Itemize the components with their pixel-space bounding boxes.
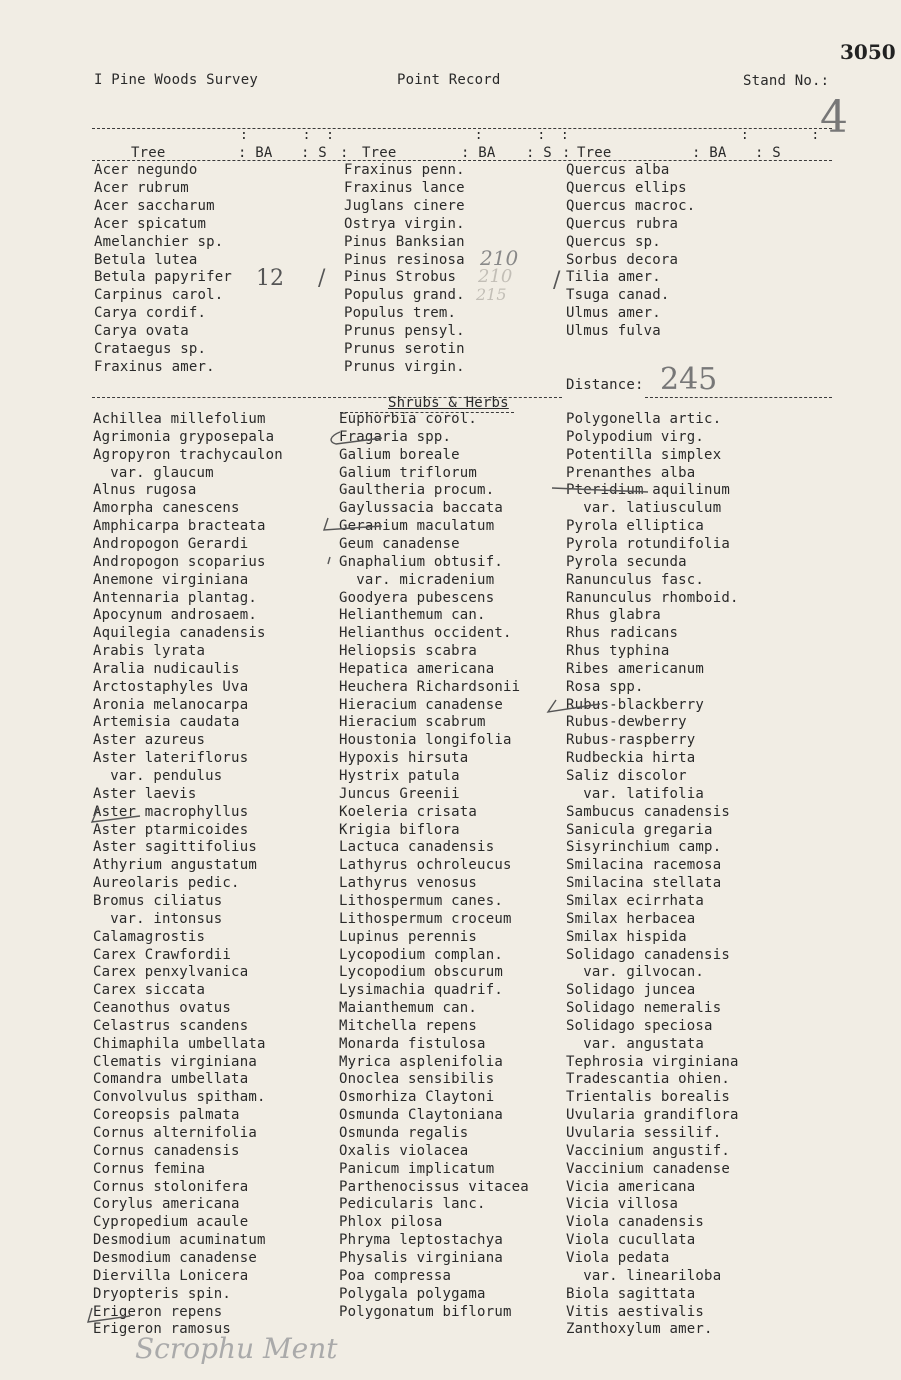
species-entry: Rhus typhina (566, 643, 670, 660)
col-header-ba-1: : BA (238, 145, 273, 161)
species-entry: Erigeron repens (93, 1303, 223, 1320)
species-entry: Quercus alba (566, 162, 670, 178)
sheet-number: 3050 (840, 40, 896, 64)
species-entry: Cornus canadensis (93, 1142, 240, 1159)
species-entry: Artemisia caudata (93, 714, 240, 731)
species-entry: Arctostaphyles Uva (93, 678, 249, 695)
species-entry: Krigia biflora (339, 821, 460, 838)
species-entry: Vaccinium angustif. (566, 1142, 730, 1159)
col-header-tree-2: Tree (362, 145, 397, 161)
species-entry: Agropyron trachycaulon (93, 446, 283, 463)
species-entry: Acer saccharum (94, 197, 215, 214)
species-entry: Calamagrostis (93, 928, 206, 945)
species-entry: Osmunda regalis (339, 1125, 469, 1141)
species-entry: Rubus-dewberry (566, 714, 687, 731)
species-entry: Aronia melanocarpa (93, 696, 249, 713)
species-entry: Diervilla Lonicera (93, 1267, 249, 1284)
species-entry: Phryma leptostachya (339, 1232, 503, 1249)
species-entry: Polygala polygama (339, 1285, 486, 1302)
species-entry: var. lineariloba (566, 1267, 722, 1284)
species-entry: Prunus serotin (344, 341, 465, 357)
species-entry: Populus grand. (344, 287, 465, 304)
col-header-sep-2: : (562, 145, 571, 161)
species-entry: Celastrus scandens (93, 1017, 249, 1034)
species-entry: Hieracium scabrum (339, 714, 486, 731)
species-entry: Convolvulus spitham. (93, 1089, 266, 1106)
species-entry: Quercus sp. (566, 233, 661, 250)
species-entry: Vitis aestivalis (566, 1303, 705, 1320)
species-entry: Goodyera pubescens (339, 589, 495, 606)
species-entry: Sambucus canadensis (566, 803, 730, 820)
species-entry: Aster laevis (93, 785, 197, 802)
col-header-s-1: : S (301, 145, 327, 161)
distance-label: Distance: (566, 377, 644, 393)
species-entry: Oxalis violacea (339, 1142, 469, 1159)
species-entry: Andropogon Gerardi (93, 535, 249, 552)
species-entry: Rubus-blackberry (566, 696, 705, 713)
stand-label: Stand No.: (743, 73, 830, 89)
distance-value: 245 (660, 362, 718, 397)
species-entry: Cornus stolonifera (93, 1178, 249, 1195)
species-entry: Euphorbia corol. (339, 411, 478, 427)
species-entry: Ribes americanum (566, 660, 705, 677)
species-entry: Potentilla simplex (566, 446, 722, 463)
species-entry: Phlox pilosa (339, 1214, 443, 1231)
footer-handwriting: Scrophu Ment (135, 1332, 338, 1365)
species-entry: Gaultheria procum. (339, 482, 495, 499)
species-entry: Juncus Greenii (339, 785, 460, 802)
species-entry: Bromus ciliatus (93, 892, 223, 909)
species-entry: Prunus pensyl. (344, 323, 465, 340)
species-entry: Amorpha canescens (93, 500, 240, 517)
species-entry: var. intonsus (93, 910, 223, 927)
species-entry: Amelanchier sp. (94, 233, 224, 250)
species-entry: Fraxinus penn. (344, 162, 465, 178)
col-header-ba-3: : BA (692, 145, 727, 161)
species-entry: Helianthus occident. (339, 625, 512, 642)
species-entry: Myrica asplenifolia (339, 1053, 503, 1070)
col-header-tree-1: Tree (131, 145, 166, 161)
species-entry: Viola pedata (566, 1249, 670, 1266)
species-entry: Quercus rubra (566, 215, 679, 232)
handwritten-strobus-ba: 210 (478, 266, 513, 287)
species-entry: Gnaphalium obtusif. (339, 553, 503, 570)
species-entry: Fragaria spp. (339, 428, 452, 445)
species-entry: Andropogon scoparius (93, 553, 266, 570)
species-entry: Tsuga canad. (566, 287, 670, 304)
species-entry: Smilax ecirrhata (566, 892, 705, 909)
species-entry: Pinus Banksian (344, 233, 465, 250)
species-entry: Vicia americana (566, 1178, 696, 1195)
species-entry: Poa compressa (339, 1267, 452, 1284)
survey-title: I Pine Woods Survey (94, 72, 258, 88)
species-entry: Acer spicatum (94, 215, 207, 232)
species-entry: Ranunculus rhomboid. (566, 589, 739, 606)
species-entry: Aster ptarmicoides (93, 821, 249, 838)
species-entry: Galium boreale (339, 446, 460, 463)
species-entry: Rhus radicans (566, 625, 679, 642)
species-entry: Ranunculus fasc. (566, 571, 705, 588)
species-entry: Apocynum androsaem. (93, 607, 257, 624)
species-entry: Vicia villosa (566, 1196, 679, 1213)
species-entry: Panicum implicatum (339, 1160, 495, 1177)
species-entry: Lupinus perennis (339, 928, 478, 945)
species-entry: Biola sagittata (566, 1285, 696, 1302)
species-entry: Pyrola elliptica (566, 518, 705, 535)
species-entry: Saliz discolor (566, 768, 687, 784)
record-type: Point Record (397, 72, 501, 88)
species-entry: Lysimachia quadrif. (339, 982, 503, 999)
species-entry: Maianthemum can. (339, 1000, 478, 1017)
species-entry: Athyrium angustatum (93, 857, 257, 874)
col-header-sep-1: : (340, 145, 349, 161)
species-entry: Uvularia sessilif. (566, 1125, 722, 1141)
species-entry: Houstonia longifolia (339, 732, 512, 749)
header-underline-rule (92, 160, 832, 161)
species-entry: Desmodium acuminatum (93, 1232, 266, 1249)
species-entry: Polygonella artic. (566, 411, 722, 427)
species-entry: Arabis lyrata (93, 643, 206, 660)
species-entry: Dryopteris spin. (93, 1285, 232, 1302)
handwritten-betula-ba: 12 (256, 266, 284, 291)
species-entry: Fraxinus lance (344, 179, 465, 196)
species-entry: Physalis virginiana (339, 1249, 503, 1266)
species-entry: Carya ovata (94, 323, 189, 340)
col-header-ba-2: : BA (461, 145, 496, 161)
handwritten-tilia-mark: / (553, 268, 561, 293)
species-entry: Osmorhiza Claytoni (339, 1089, 495, 1106)
shrubs-herbs-title: Shrubs & Herbs (388, 395, 509, 411)
species-entry: Carex penxylvanica (93, 964, 249, 981)
species-entry: Uvularia grandiflora (566, 1107, 739, 1124)
species-entry: Smilacina stellata (566, 875, 722, 892)
species-entry: Polygonatum biflorum (339, 1303, 512, 1320)
species-entry: Rhus glabra (566, 607, 661, 624)
species-entry: Quercus ellips (566, 179, 687, 196)
species-entry: Alnus rugosa (93, 482, 197, 499)
species-entry: Osmunda Claytoniana (339, 1107, 503, 1124)
species-entry: Populus trem. (344, 305, 457, 322)
species-entry: Aralia nudicaulis (93, 660, 240, 677)
species-entry: Agrimonia gryposepala (93, 428, 275, 445)
species-entry: Solidago canadensis (566, 946, 730, 963)
species-entry: Pinus Strobus (344, 269, 457, 286)
species-entry: Pinus resinosa (344, 251, 465, 268)
species-entry: Aster macrophyllus (93, 803, 249, 820)
species-entry: Heuchera Richardsonii (339, 678, 521, 695)
species-entry: Cornus femina (93, 1160, 206, 1177)
handwritten-resinosa-ba: 210 (480, 246, 519, 270)
species-entry: Carpinus carol. (94, 287, 224, 304)
species-entry: Helianthemum can. (339, 607, 486, 624)
species-entry: var. micradenium (339, 571, 495, 588)
species-entry: Desmodium canadense (93, 1249, 257, 1266)
species-entry: Erigeron ramosus (93, 1321, 232, 1338)
species-entry: Prenanthes alba (566, 464, 696, 481)
col-header-s-2: : S (526, 145, 552, 161)
species-entry: Carya cordif. (94, 305, 207, 322)
species-entry: Anemone virginiana (93, 571, 249, 588)
species-entry: Parthenocissus vitacea (339, 1178, 529, 1195)
species-entry: Acer negundo (94, 162, 198, 178)
species-entry: Pedicularis lanc. (339, 1196, 486, 1213)
species-entry: Antennaria plantag. (93, 589, 257, 606)
species-entry: Aster sagittifolius (93, 839, 257, 856)
gnaphalium-tick-mark (328, 557, 330, 564)
species-entry: Lithospermum canes. (339, 892, 503, 909)
species-entry: Cypropedium acaule (93, 1214, 249, 1231)
species-entry: Solidago speciosa (566, 1017, 713, 1034)
species-entry: Hystrix patula (339, 768, 460, 784)
species-entry: Pyrola secunda (566, 553, 687, 570)
species-entry: Aureolaris pedic. (93, 875, 240, 892)
species-entry: Smilax herbacea (566, 910, 696, 927)
species-entry: Pteridium aquilinum (566, 482, 730, 499)
species-entry: Lycopodium complan. (339, 946, 503, 963)
col-header-s-3: : S (755, 145, 781, 161)
species-entry: Polypodium virg. (566, 428, 705, 445)
handwritten-populus-ba: 215 (476, 285, 507, 304)
species-entry: Lathyrus ochroleucus (339, 857, 512, 874)
species-entry: Smilacina racemosa (566, 857, 722, 874)
species-entry: Solidago juncea (566, 982, 696, 999)
species-entry: Ceanothus ovatus (93, 1000, 232, 1017)
colon-row: : : : : : : : : (240, 128, 820, 143)
stand-number: 4 (820, 92, 848, 143)
species-entry: Hypoxis hirsuta (339, 750, 469, 767)
species-entry: Tephrosia virginiana (566, 1053, 739, 1070)
species-entry: Juglans cinere (344, 197, 465, 214)
species-entry: Geranium maculatum (339, 518, 495, 535)
species-entry: Lycopodium obscurum (339, 964, 503, 981)
species-entry: Rudbeckia hirta (566, 750, 696, 767)
species-entry: Zanthoxylum amer. (566, 1321, 713, 1338)
species-entry: Ulmus amer. (566, 305, 661, 322)
species-entry: Amphicarpa bracteata (93, 518, 266, 535)
species-entry: Solidago nemeralis (566, 1000, 722, 1017)
species-entry: Achillea millefolium (93, 411, 266, 427)
species-entry: Koeleria crisata (339, 803, 478, 820)
species-entry: Hieracium canadense (339, 696, 503, 713)
species-entry: Vaccinium canadense (566, 1160, 730, 1177)
species-entry: Fraxinus amer. (94, 358, 215, 375)
species-entry: Prunus virgin. (344, 358, 465, 375)
species-entry: Smilax hispida (566, 928, 687, 945)
species-entry: Lithospermum croceum (339, 910, 512, 927)
species-entry: Geum canadense (339, 535, 460, 552)
species-entry: var. latifolia (566, 785, 705, 802)
col-header-tree-3: Tree (577, 145, 612, 161)
species-entry: Acer rubrum (94, 179, 189, 196)
distance-rule-right (645, 397, 832, 398)
species-entry: Betula papyrifer (94, 269, 233, 286)
species-entry: Sorbus decora (566, 251, 679, 268)
species-entry: Tilia amer. (566, 269, 661, 286)
species-entry: Coreopsis palmata (93, 1107, 240, 1124)
species-entry: Quercus macroc. (566, 197, 696, 214)
species-entry: Gaylussacia baccata (339, 500, 503, 517)
species-entry: Mitchella repens (339, 1017, 478, 1034)
species-entry: Aster lateriflorus (93, 750, 249, 767)
species-entry: Galium triflorum (339, 464, 478, 481)
species-entry: Sisyrinchium camp. (566, 839, 722, 856)
species-entry: Ulmus fulva (566, 323, 661, 340)
species-entry: Viola cucullata (566, 1232, 696, 1249)
species-entry: Chimaphila umbellata (93, 1035, 266, 1052)
species-entry: Clematis virginiana (93, 1053, 257, 1070)
species-entry: Rubus-raspberry (566, 732, 696, 749)
species-entry: Lathyrus venosus (339, 875, 478, 892)
species-entry: Aster azureus (93, 732, 206, 749)
species-entry: var. angustata (566, 1035, 705, 1052)
species-entry: Viola canadensis (566, 1214, 705, 1231)
species-entry: Rosa spp. (566, 678, 644, 695)
species-entry: Hepatica americana (339, 660, 495, 677)
species-entry: Comandra umbellata (93, 1071, 249, 1088)
species-entry: Onoclea sensibilis (339, 1071, 495, 1088)
species-entry: var. latiusculum (566, 500, 722, 517)
species-entry: Heliopsis scabra (339, 643, 478, 660)
species-entry: Trientalis borealis (566, 1089, 730, 1106)
species-entry: Monarda fistulosa (339, 1035, 486, 1052)
species-entry: Crataegus sp. (94, 341, 207, 357)
species-entry: Lactuca canadensis (339, 839, 495, 856)
species-entry: Carex Crawfordii (93, 946, 232, 963)
species-entry: Corylus americana (93, 1196, 240, 1213)
species-entry: Aquilegia canadensis (93, 625, 266, 642)
species-entry: var. gilvocan. (566, 964, 705, 981)
species-entry: Carex siccata (93, 982, 206, 999)
species-entry: Pyrola rotundifolia (566, 535, 730, 552)
handwritten-betula-s: / (318, 266, 326, 291)
species-entry: var. glaucum (93, 464, 214, 481)
species-entry: var. pendulus (93, 768, 223, 784)
species-entry: Ostrya virgin. (344, 215, 465, 232)
species-entry: Betula lutea (94, 251, 198, 268)
species-entry: Cornus alternifolia (93, 1125, 257, 1141)
species-entry: Sanicula gregaria (566, 821, 713, 838)
species-entry: Tradescantia ohien. (566, 1071, 730, 1088)
